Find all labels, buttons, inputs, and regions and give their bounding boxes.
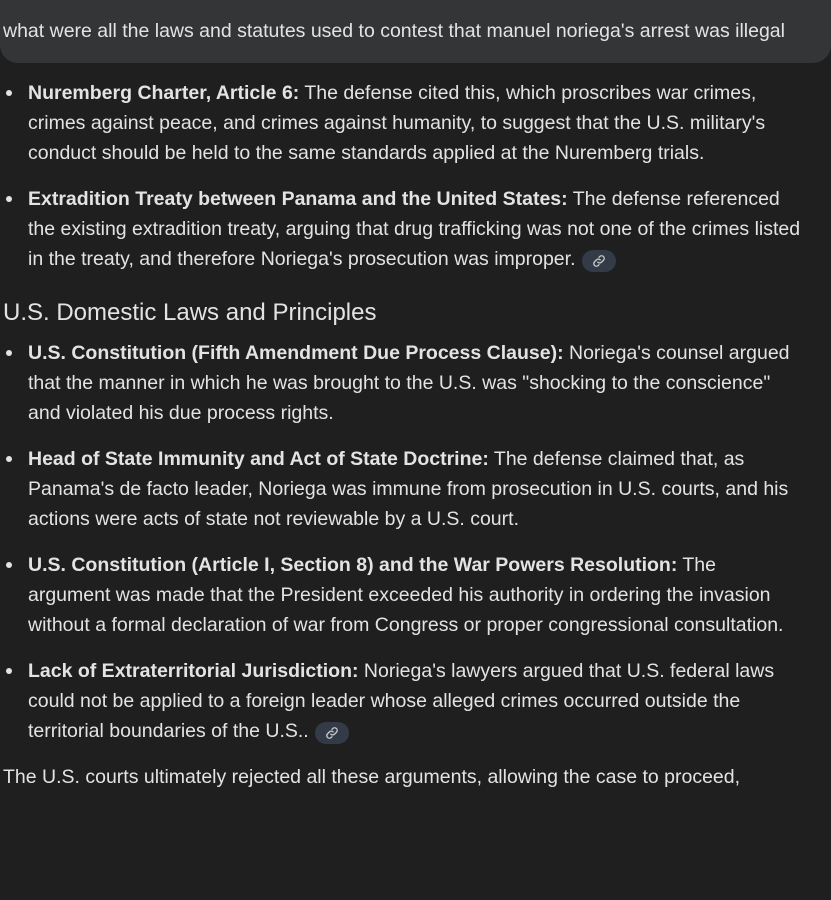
link-icon [592, 254, 606, 268]
bullet-dot [6, 456, 12, 462]
item-text: Noriega's counsel argued that the manner in which he was brought to the U.S. was "shocking to the conscience" and violated his due process rights. [28, 342, 790, 424]
item-title: Nuremberg Charter, Article 6: [28, 82, 300, 104]
item-title: Extradition Treaty between Panama and the United States: [28, 188, 568, 210]
list-item-extraterritorial-jurisdiction [0, 656, 831, 746]
item-title: Head of State Immunity and Act of State Doctrine: [28, 448, 489, 470]
item-text: Noriega's lawyers argued that U.S. federal laws could not be applied to a foreign leader whose alleged crimes occurred outside the territorial boundaries of the U.S.. [28, 660, 775, 742]
bullet-dot [6, 196, 12, 202]
list-item-nuremberg-charter [0, 78, 831, 168]
source-link-chip[interactable] [315, 722, 349, 744]
item-title: U.S. Constitution (Article I, Section 8) and the War Powers Resolution: [28, 554, 678, 576]
item-text: The defense claimed that, as Panama's de facto leader, Noriega was immune from prosecution in U.S. courts, and his actions were acts of state not reviewable by a U.S. court. [28, 448, 789, 530]
list-item-fifth-amendment [0, 338, 831, 428]
bullet-dot [6, 350, 12, 356]
item-title: Lack of Extraterritorial Jurisdiction: [28, 660, 359, 682]
conclusion-paragraph: The U.S. courts ultimately rejected all these arguments, allowing the case to proceed, [3, 766, 741, 788]
response-body [0, 78, 831, 792]
section-heading: U.S. Domestic Laws and Principles [3, 299, 377, 326]
bullet-dot [6, 90, 12, 96]
source-link-chip[interactable] [582, 250, 616, 272]
item-text: The defense cited this, which proscribes war crimes, crimes against peace, and crimes against humanity, to suggest that the U.S. military's conduct should be held to the same standards applied at the Nuremberg trials. [28, 82, 766, 164]
link-icon [325, 726, 339, 740]
domestic-law-list [0, 338, 831, 746]
intl-law-list [0, 78, 831, 274]
list-item-war-powers [0, 550, 831, 640]
user-query-text: what were all the laws and statutes used to contest that manuel noriega's arrest was illegal [3, 20, 785, 42]
item-text: The defense referenced the existing extradition treaty, arguing that drug trafficking was not one of the crimes listed in the treaty, and therefore Noriega's prosecution was improper. [28, 188, 801, 270]
bullet-dot [6, 562, 12, 568]
item-title: U.S. Constitution (Fifth Amendment Due Process Clause): [28, 342, 564, 364]
list-item-head-of-state-immunity [0, 444, 831, 534]
list-item-extradition-treaty [0, 184, 831, 274]
user-query-bubble [0, 0, 831, 63]
bullet-dot [6, 668, 12, 674]
item-text: The argument was made that the President exceeded his authority in ordering the invasion without a formal declaration of war from Congress or proper congressional consultation. [28, 554, 784, 636]
